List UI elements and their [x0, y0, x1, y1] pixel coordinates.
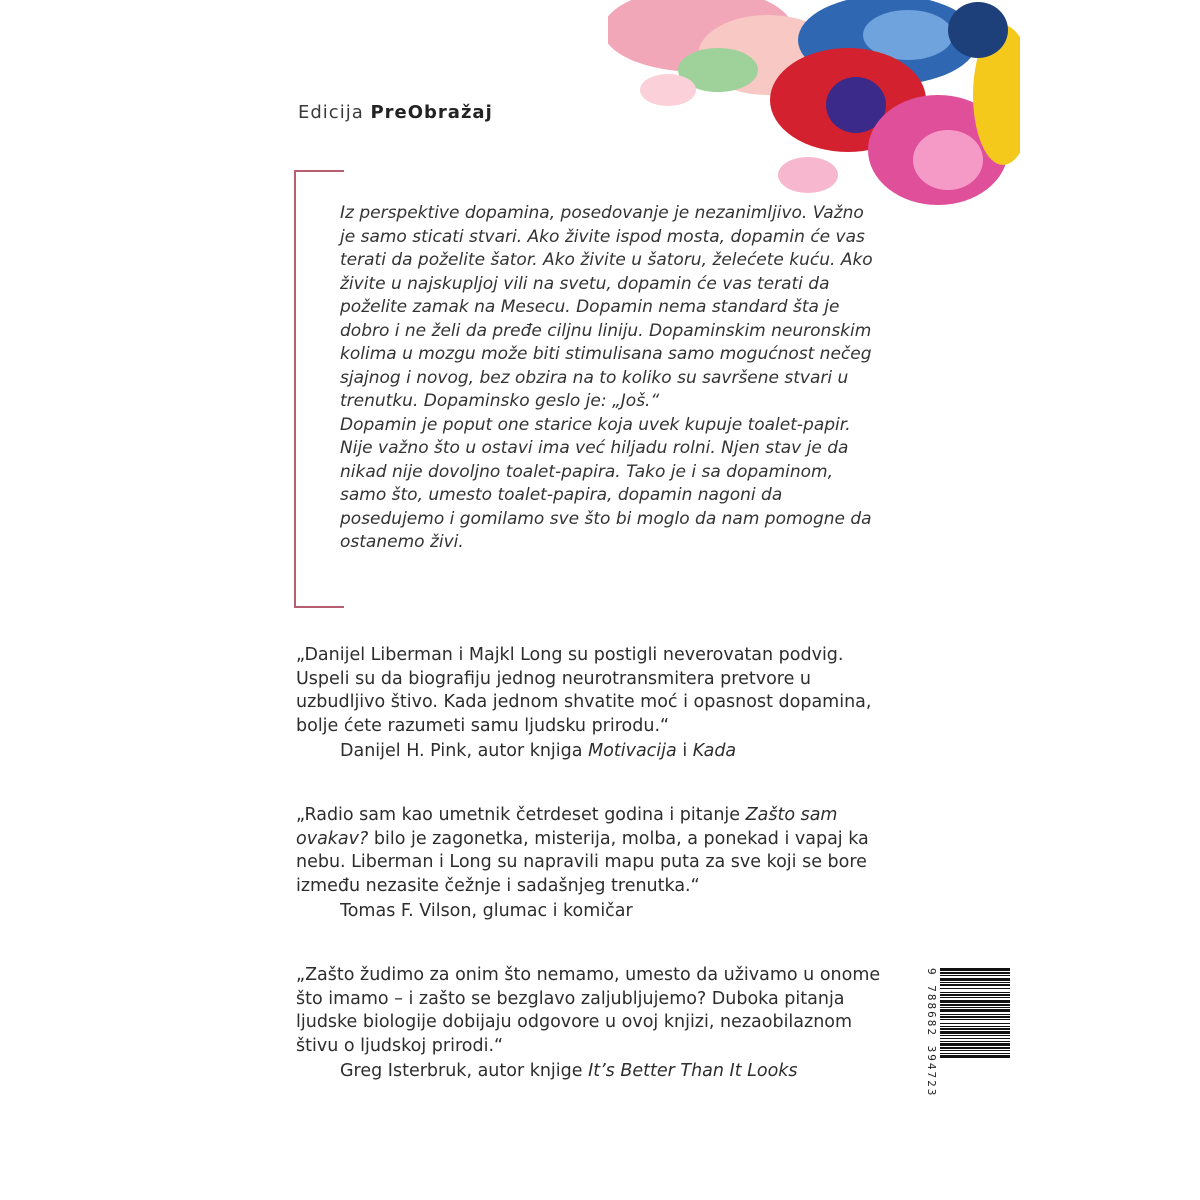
- barcode-digits: 9 788682 394723: [925, 968, 938, 1098]
- barcode-bar: [940, 1028, 1010, 1030]
- barcode-bar: [940, 984, 1010, 986]
- barcode-bar: [940, 1035, 1010, 1036]
- barcode-bar: [940, 988, 1010, 989]
- barcode-bar: [940, 1014, 1010, 1015]
- barcode-bar: [940, 975, 1010, 976]
- barcode-bar: [940, 1016, 1010, 1018]
- excerpt-bracket: [294, 170, 344, 608]
- edition-label: [298, 102, 493, 123]
- endorsement-quote-1: [296, 644, 896, 764]
- barcode-bar: [940, 1053, 1010, 1054]
- barcode-bar: [940, 1050, 1010, 1051]
- barcode-bar: [940, 1019, 1010, 1020]
- excerpt-paragraph-2: Dopamin je poput one starice koja uvek kupuje toalet-papir. Nije važno što u ostavi ima već hiljadu rolni. Njen stav je da nikad nije dovoljno toalet-papira. Tako je i sa dopaminom, samo što, umesto toalet-papira, dopamin nagoni da posedujemo i gomilamo sve što bi moglo da nam pomogne da ostanemo živi.: [340, 414, 872, 552]
- endorsement-quote-3: [296, 964, 896, 1084]
- barcode-bar: [940, 972, 1010, 974]
- edition-prefix: Edicija: [298, 102, 364, 123]
- barcode-bar: [940, 1000, 1010, 1003]
- barcode-bar: [940, 997, 1010, 998]
- excerpt-paragraph-1: Iz perspektive dopamina, posedovanje je nezanimljivo. Važno je samo sticati stvari. Ako živite ispod mosta, dopamin će vas terati da poželite šator. Ako živite u šatoru, želećete kuću. Ako živite u najskupljoj vili na svetu, dopamin će vas terati da poželite zamak na Mesecu. Dopamin nema standard šta je dobro i ne želi da pređe ciljnu liniju. Dopaminskim neuronskim kolima u mozgu može biti stimulisana samo mogućnost nečeg sjajnog i novog, bez obzira na to koliko su savršene stvari u trenutku. Dopaminsko geslo je: „Još.“: [340, 203, 873, 411]
- quote-author: Tomas F. Vilson, glumac i komičar: [340, 901, 633, 921]
- barcode-bar: [940, 1009, 1010, 1012]
- barcode-bar: [940, 1004, 1010, 1006]
- barcode: [930, 968, 1010, 1150]
- barcode-bar: [940, 1007, 1010, 1008]
- barcode-bar: [940, 1038, 1010, 1039]
- author-work-title: Kada: [692, 741, 737, 761]
- barcode-bar: [940, 1041, 1010, 1042]
- barcode-bar: [940, 1043, 1010, 1046]
- barcode-bar: [940, 994, 1010, 996]
- floral-illustration: [608, 0, 1020, 225]
- author-name: Greg Isterbruk, autor knjige: [340, 1061, 589, 1081]
- barcode-bar: [940, 1031, 1010, 1034]
- author-work-title: Motivacija: [588, 741, 677, 761]
- barcode-bar: [940, 1026, 1010, 1027]
- edition-name: PreObražaj: [370, 102, 493, 123]
- barcode-bar: [940, 1047, 1010, 1049]
- barcode-bar: [940, 1023, 1010, 1024]
- author-work-title: It’s Better Than It Looks: [588, 1061, 798, 1081]
- barcode-bar: [940, 982, 1010, 983]
- endorsement-quote-2: [296, 804, 896, 924]
- quote-text-italic: Zašto sam ovakav?: [296, 805, 838, 849]
- author-name: Danijel H. Pink, autor knjiga: [340, 741, 589, 761]
- quote-text-part: „Radio sam kao umetnik četrdeset godina i pitanje: [296, 805, 746, 825]
- barcode-bar: [940, 968, 1010, 971]
- barcode-bars: [940, 968, 1010, 1058]
- quote-author: [296, 740, 896, 764]
- quote-text-part: bilo je zagonetka, misterija, molba, a ponekad i vapaj ka nebu. Liberman i Long su napravili mapu puta za sve koji se bore između nezasite čežnje i sadašnjeg trenutka.“: [296, 828, 869, 896]
- quote-text: „Zašto žudimo za onim što nemamo, umesto da uživamo u onome što imamo – i zašto se bezglavo zaljubljujemo? Duboka pitanja ljudske biologije dobijaju odgovore u ovoj knjizi, nezaobilaznom štivu o ljudskoj prirodi.“: [296, 965, 881, 1056]
- quote-text: „Danijel Liberman i Majkl Long su postigli neverovatan podvig. Uspeli su da biografiju jednog neurotransmitera pretvore u uzbudljivo štivo. Kada jednom shvatite moć i opasnost dopamina, bolje ćete razumeti samu ljudsku prirodu.“: [296, 645, 872, 736]
- quote-author: [296, 1060, 896, 1084]
- quote-text: [296, 804, 896, 898]
- author-connector: i: [676, 741, 693, 761]
- book-excerpt: [340, 202, 880, 555]
- barcode-bar: [940, 992, 1010, 993]
- barcode-bar: [940, 1055, 1010, 1058]
- barcode-bar: [940, 978, 1010, 981]
